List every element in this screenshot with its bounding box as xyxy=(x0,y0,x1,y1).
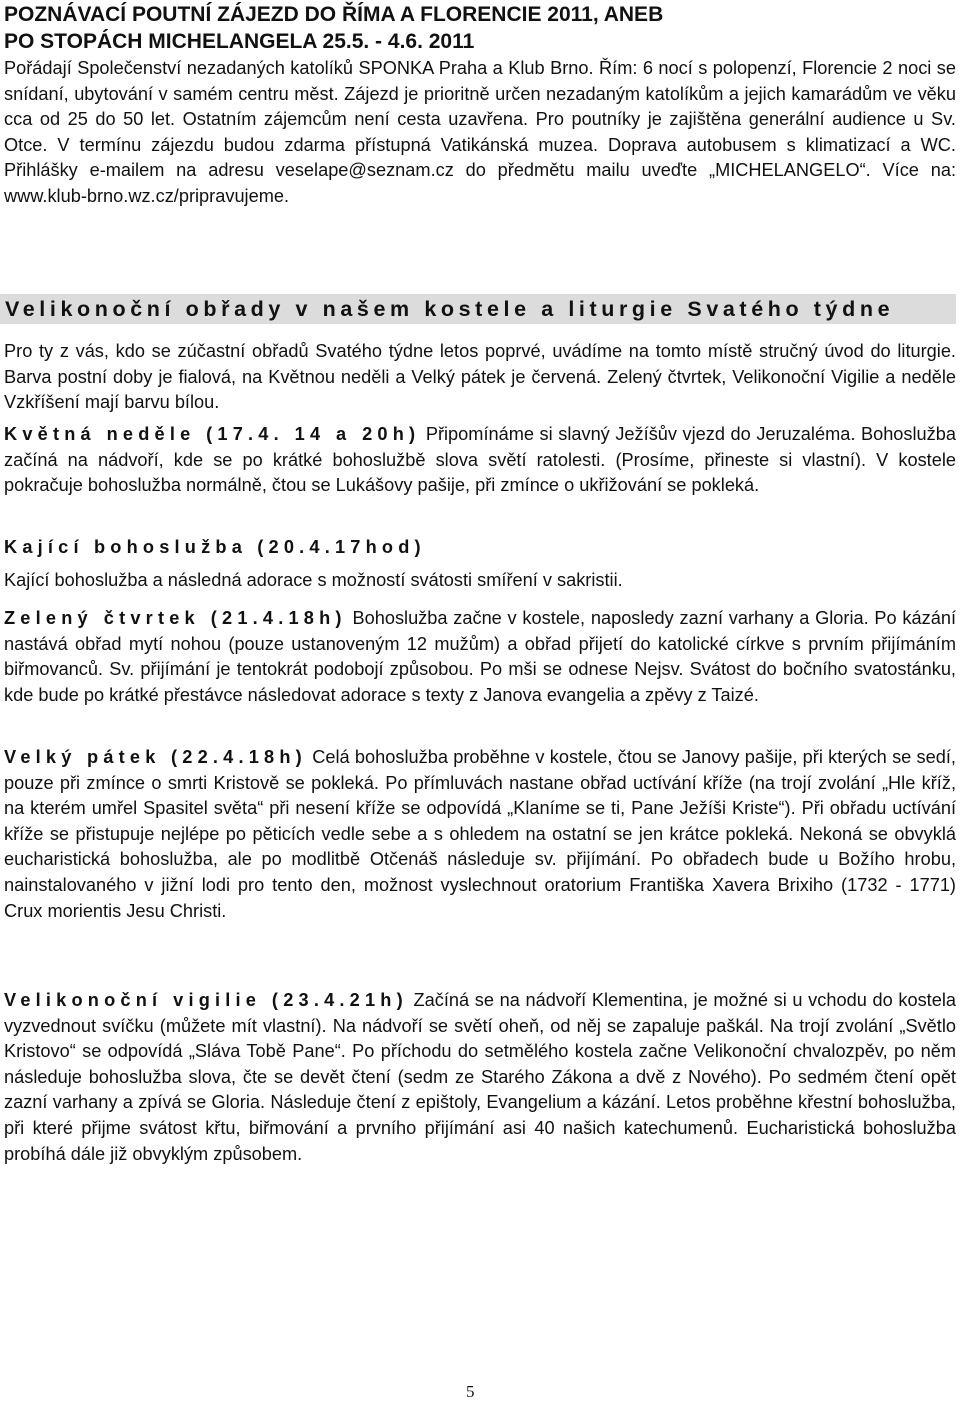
item-label: Květná neděle (17.4. 14 a 20h) xyxy=(4,424,421,444)
item-penitential-service xyxy=(4,535,956,593)
item-label: Kající bohoslužba (20.4.17hod) xyxy=(4,537,426,557)
item-label: Velký pátek (22.4.18h) xyxy=(4,747,307,767)
trip-title-line-1: POZNÁVACÍ POUTNÍ ZÁJEZD DO ŘÍMA A FLORENCIE 2011, ANEB xyxy=(4,3,664,26)
page-number: 5 xyxy=(466,1382,475,1401)
item-maundy-thursday xyxy=(4,606,956,708)
item-easter-vigil xyxy=(4,988,956,1167)
item-good-friday xyxy=(4,745,956,924)
item-text: Kající bohoslužba a následná adorace s možností svátosti smíření v sakristii. xyxy=(4,569,623,590)
item-text: Připomínáme si slavný Ježíšův vjezd do Jeruzaléma. Bohoslužba začíná na nádvoří, kde se po krátké bohoslužbě slova světí ratolesti. (Prosíme, přineste si vlastní). V kostele pokračuje bohoslužba normálně, čtou se Lukášovy pašije, při zmínce o ukřižování se pokleká. xyxy=(4,424,956,496)
item-text: Bohoslužba začne v kostele, naposledy zazní varhany a Gloria. Po kázání nastává obřad mytí nohou (pouze ustanoveným 12 mužům) a obřad přijetí do katolické církve s prvním přijímáním biřmovanců. Sv. přijímání je tentokrát podobojí způsobou. Po mši se odnese Nejsv. Svátost do bočního svatostánku, kde bude po krátké přestávce následovat adorace s texty z Janova evangelia a zpěvy z Taizé. xyxy=(4,608,957,705)
section-intro xyxy=(4,339,956,416)
item-palm-sunday xyxy=(4,422,956,499)
section-heading: Velikonoční obřady v našem kostele a liturgie Svatého týdne xyxy=(0,294,956,324)
item-text: Začíná se na nádvoří Klementina, je možné si u vchodu do kostela vyzvednout svíčku (můžete mít vlastní). Na nádvoří se světí oheň, od něj se zapaluje paškál. Na trojí zvolání „Světlo Kristovo“ se odpovídá „Sláva Tobě Pane“. Po příchodu do setmělého kostela začne Velikonoční chvalozpěv, po něm následuje bohoslužba slova, čte se devět čtení (sedm ze Starého Zákona a dvě z Nového). Po sedmém čtení opět zazní varhany a zpívá se Gloria. Následuje čtení z epištoly, Evangelium a kázání. Letos proběhne křestní bohoslužba, při které přijme svátost křtu, biřmování a prvního přijímání asi 40 našich katechumenů. Eucharistická bohoslužba probíhá dále již obvyklým způsobem. xyxy=(4,990,956,1164)
trip-title-line-2: PO STOPÁCH MICHELANGELA 25.5. - 4.6. 2011 xyxy=(4,30,475,53)
item-text: Celá bohoslužba proběhne v kostele, čtou se Janovy pašije, při kterých se sedí, pouze při zmínce o smrti Kristově se pokleká. Po přímluvách nastane obřad uctívání kříže (na trojí zvolání „Hle kříž, na kterém umřel Spasitel světa“ při nesení kříže se odpovídá „Klaníme se ti, Pane Ježíši Kriste“). Při obřadu uctívání kříže se přistupuje nejlépe po pěticích vedle sebe a s ohledem na ostatní se jen krátce pokleká. Nekoná se obvyklá eucharistická bohoslužba, ale po modlitbě Otčenáš následuje sv. přijímání. Po obřadech bude u Božího hrobu, nainstalovaného v jižní lodi pro tento den, možnost vyslechnout oratorium Františka Xavera Brixiho (1732 - 1771) Crux morientis Jesu Christi. xyxy=(4,747,956,921)
trip-description: Pořádají Společenství nezadaných katolíků SPONKA Praha a Klub Brno. Řím: 6 nocí s polopenzí, Florencie 2 noci se snídaní, ubytování v samém centru měst. Zájezd je prioritně určen nezadaným katolíkům a jejich kamarádům ve věku cca od 25 do 50 let. Ostatním zájemcům není cesta uzavřena. Pro poutníky je zajištěna generální audience u Sv. Otce. V termínu zájezdu budou zdarma přístupná Vatikánská muzea. Doprava autobusem s klimatizací a WC. Přihlášky e-mailem na adresu veselape@seznam.cz do předmětu mailu uveďte „MICHELANGELO“. Více na: www.klub-brno.wz.cz/pripravujeme. xyxy=(4,58,956,206)
item-label: Velikonoční vigilie (23.4.21h) xyxy=(4,990,408,1010)
trip-title xyxy=(4,1,956,55)
trip-body xyxy=(4,56,956,210)
item-label: Zelený čtvrtek (21.4.18h) xyxy=(4,608,347,628)
intro-paragraph: Pro ty z vás, kdo se zúčastní obřadů Svatého týdne letos poprvé, uvádíme na tomto místě stručný úvod do liturgie. Barva postní doby je fialová, na Květnou neděli a Velký pátek je červená. Zelený čtvrtek, Velikonoční Vigilie a neděle Vzkříšení mají barvu bílou. xyxy=(4,341,956,413)
